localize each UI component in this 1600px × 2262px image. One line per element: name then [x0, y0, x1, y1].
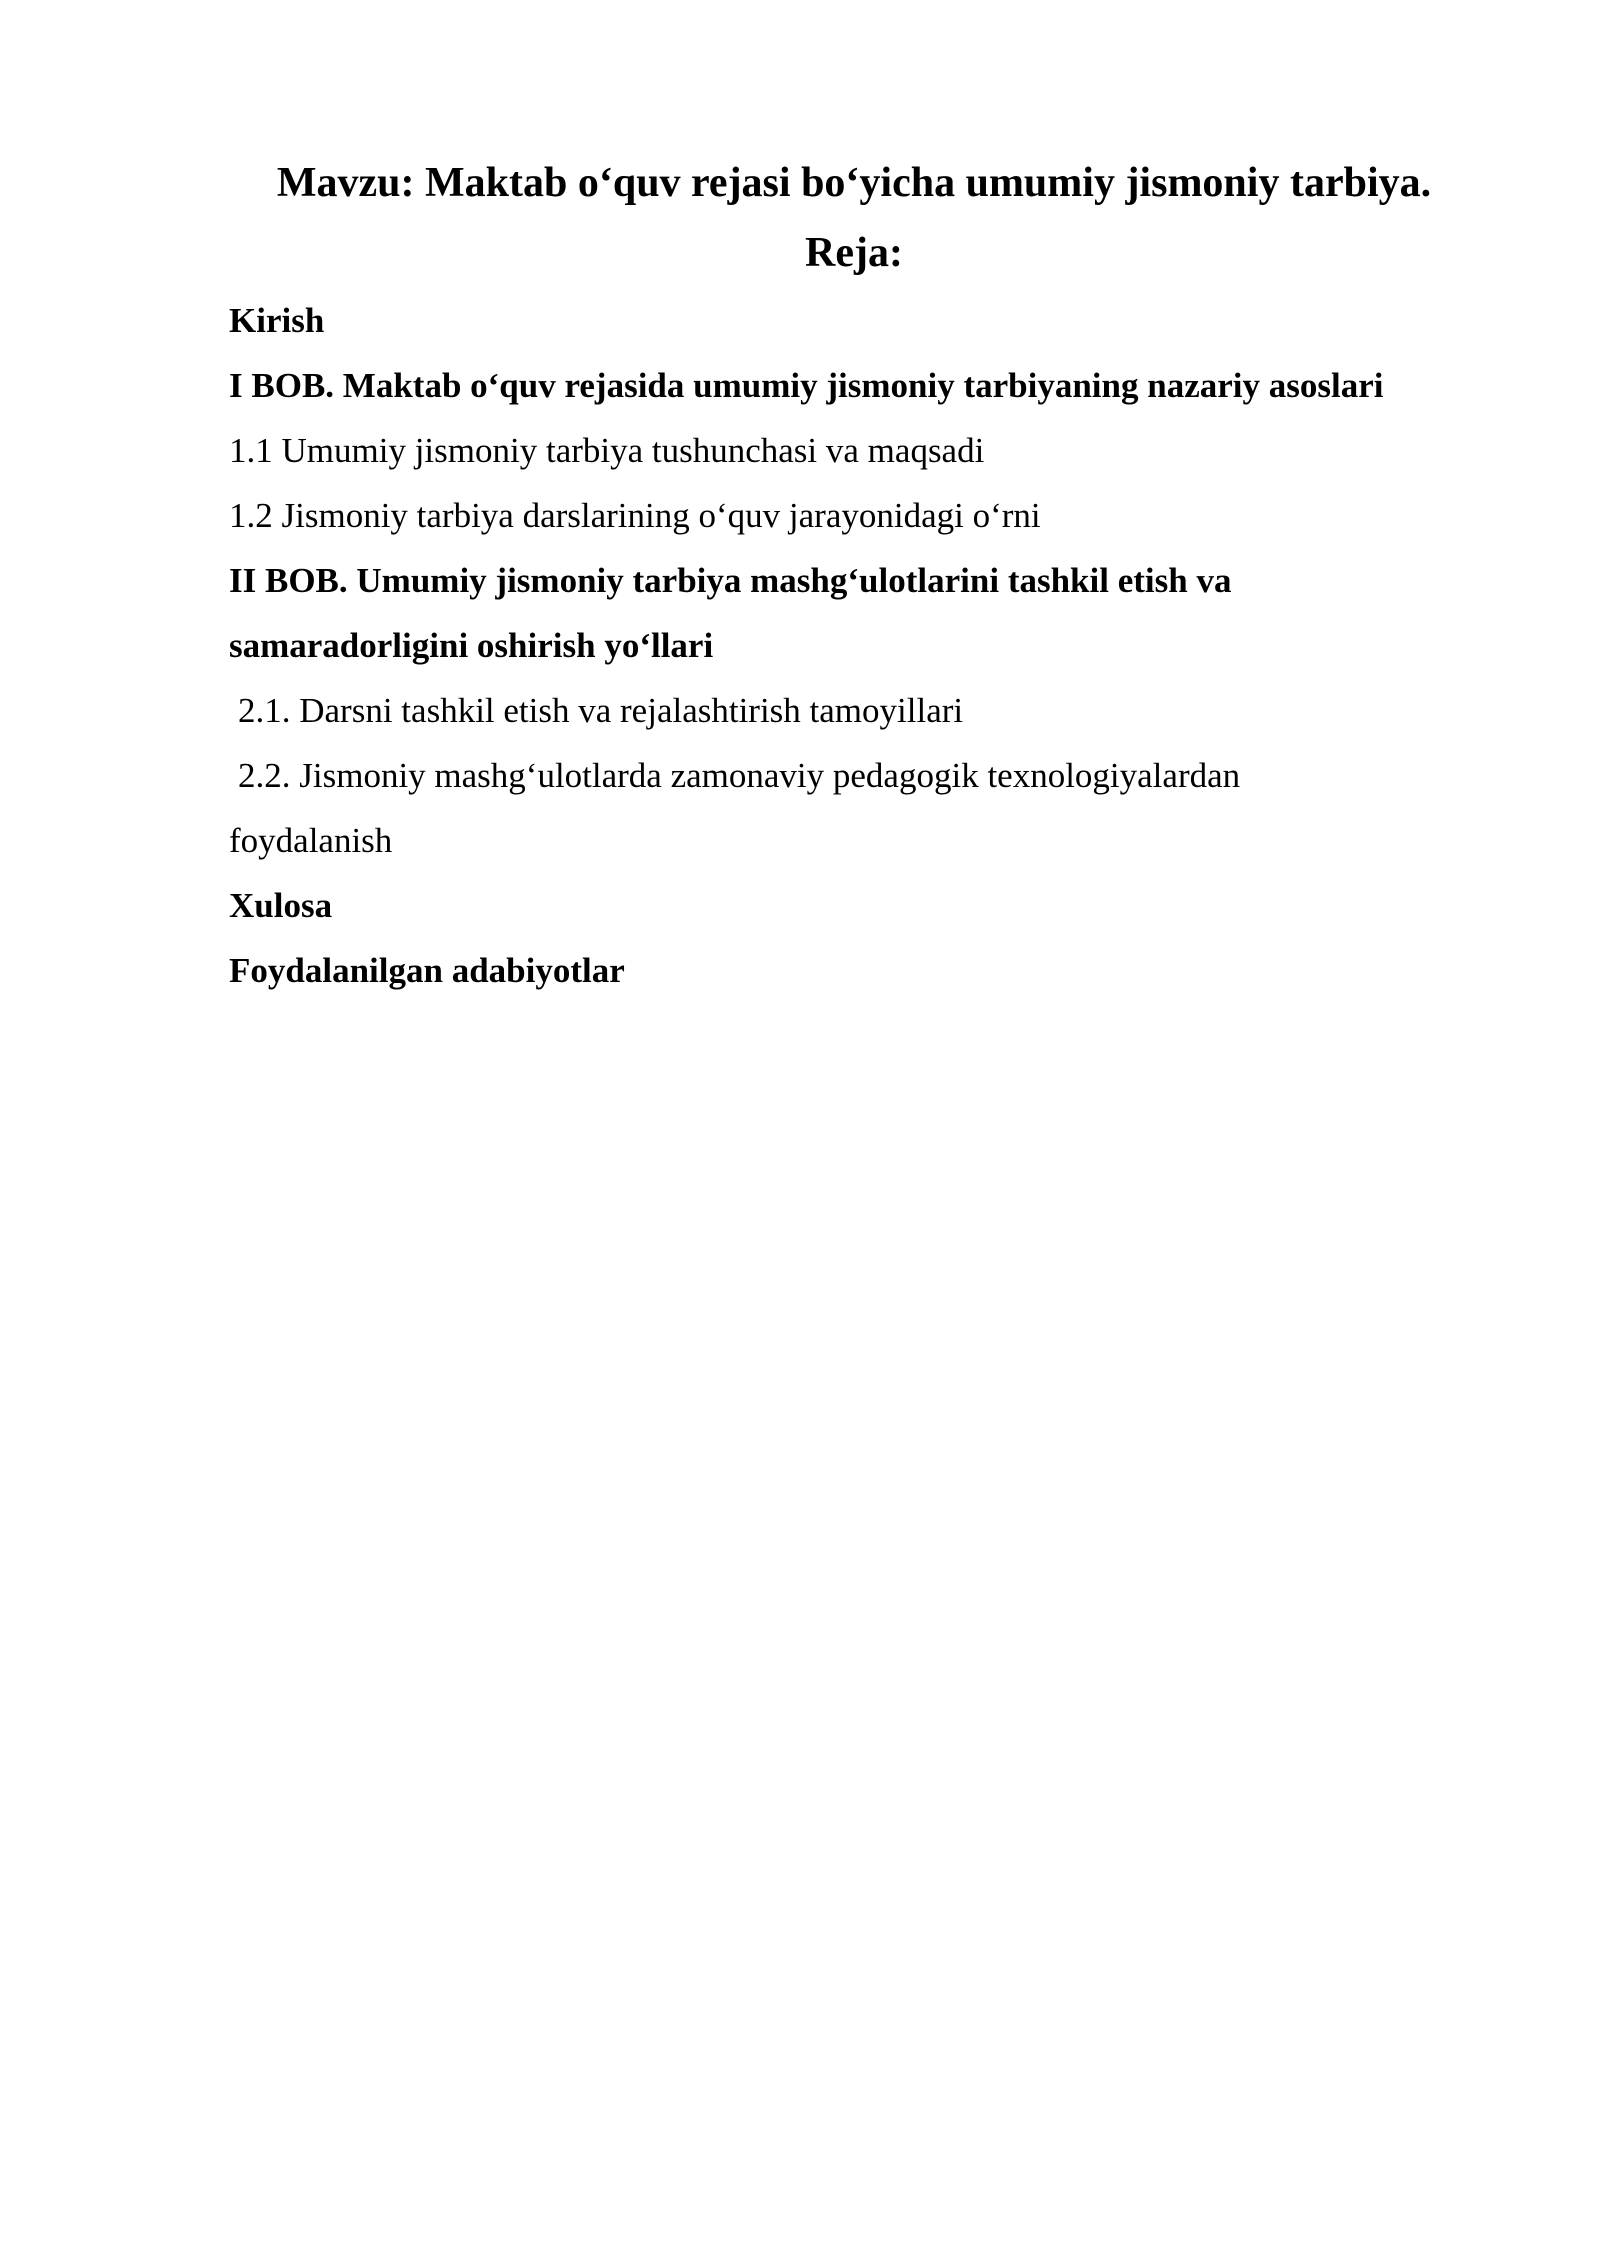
plan-item-section-1-1: 1.1 Umumiy jismoniy tarbiya tushunchasi va maqsadi [229, 431, 985, 470]
document-content [229, 148, 1479, 1003]
plan-item-conclusion: Xulosa [229, 886, 333, 925]
plan-item-section-2-2-line-2: foydalanish [229, 821, 393, 860]
plan-item-section-2-1: 2.1. Darsni tashkil etish va rejalashtirish tamoyillari [238, 691, 964, 730]
plan-item-section-1-2: 1.2 Jismoniy tarbiya darslarining o‘quv jarayonidagi o‘rni [229, 496, 1041, 535]
plan-item-references: Foydalanilgan adabiyotlar [229, 951, 625, 990]
plan-heading: Reja: [805, 230, 903, 276]
plan-item-chapter-2-line-2: samaradorligini oshirish yo‘llari [229, 626, 714, 665]
document-title: Mavzu: Maktab o‘quv rejasi bo‘yicha umumiy jismoniy tarbiya. [276, 160, 1432, 206]
plan-item-chapter-2-line-1: II BOB. Umumiy jismoniy tarbiya mashg‘ulotlarini tashkil etish va [229, 561, 1232, 600]
plan-item-section-2-2-line-1: 2.2. Jismoniy mashg‘ulotlarda zamonaviy pedagogik texnologiyalardan [238, 756, 1241, 795]
plan-item-chapter-1: I BOB. Maktab o‘quv rejasida umumiy jismoniy tarbiyaning nazariy asoslari [229, 366, 1384, 405]
plan-item-intro: Kirish [229, 301, 325, 340]
